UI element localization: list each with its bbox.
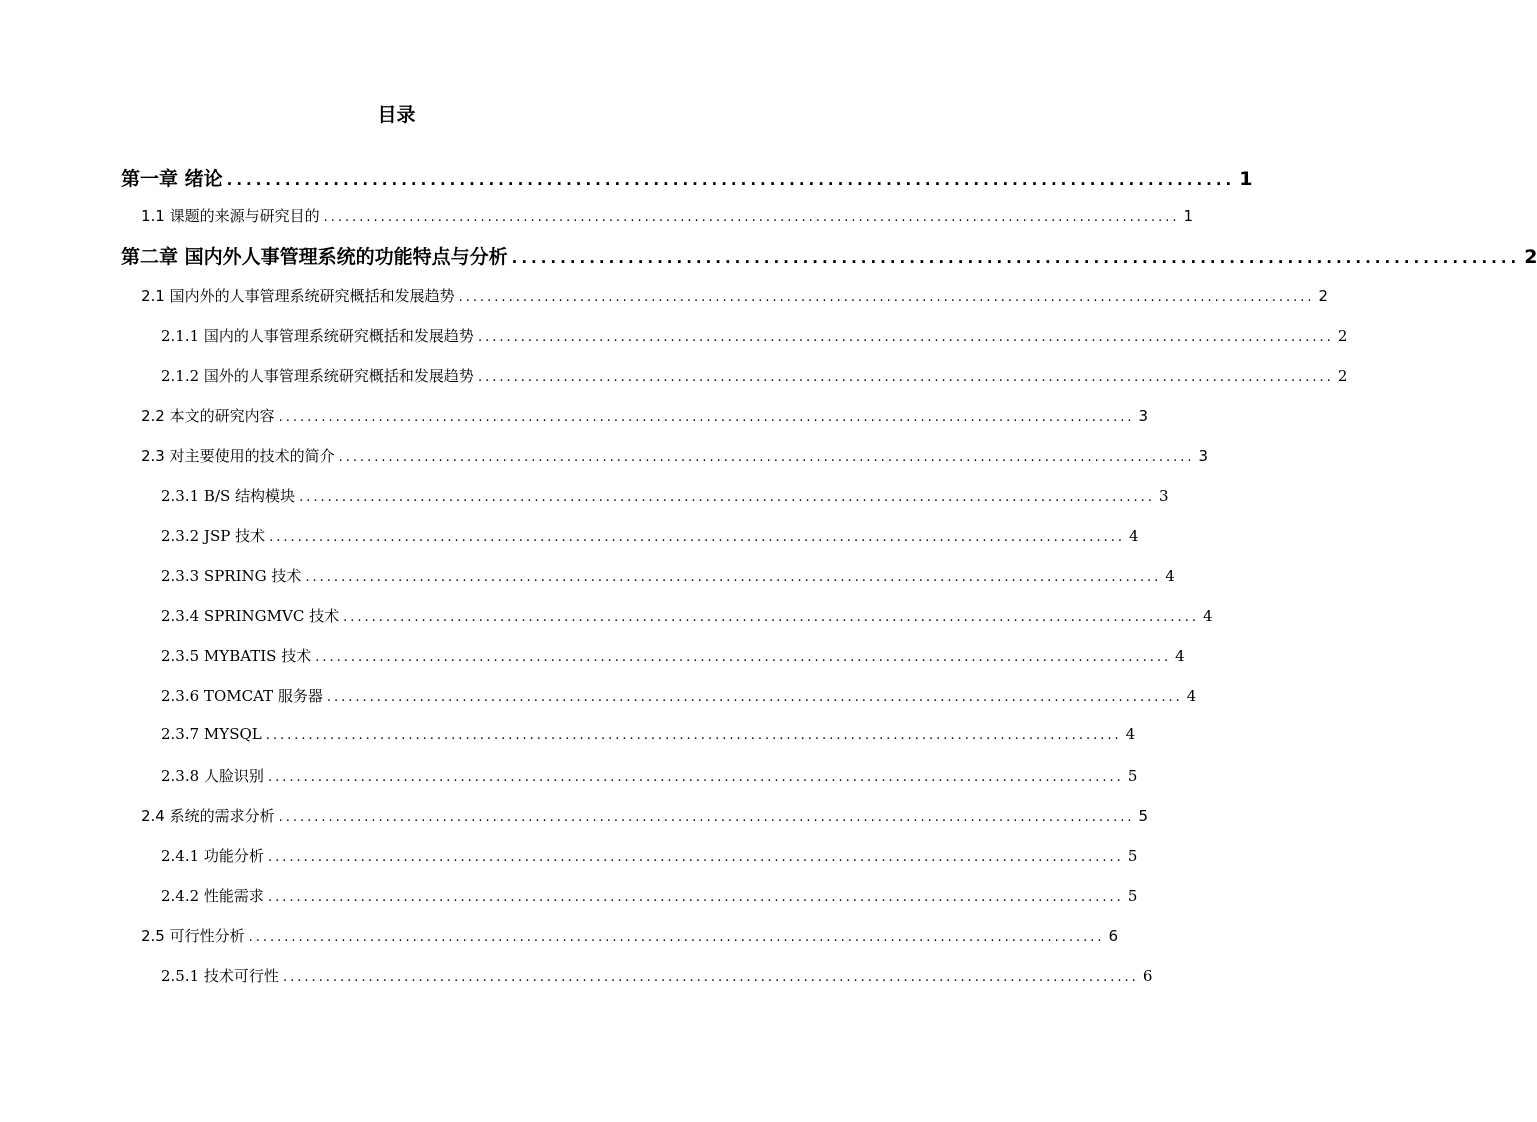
toc-page-number: 3 (1138, 407, 1149, 425)
toc-page-number: 5 (1127, 887, 1138, 905)
toc-entry-2-5[interactable] (141, 925, 1119, 949)
toc-entry-2-5-1[interactable] (161, 965, 1153, 989)
dot-leader: ........................................................................................................................ (315, 650, 1172, 665)
toc-entry-label: 2.3.6 TOMCAT 服务器 (161, 687, 323, 705)
toc-page-number: 4 (1175, 647, 1185, 665)
dot-leader: ........................................................................................................................ (282, 970, 1139, 985)
toc-entry-2-3-6[interactable] (161, 685, 1197, 709)
toc-entry-label: 2.4.2 性能需求 (161, 887, 264, 905)
toc-page-number: 1 (1183, 207, 1194, 225)
toc-page-number: 6 (1142, 967, 1153, 985)
toc-page-number: 2 (1337, 367, 1348, 385)
toc-entry-label: 2.1 国内外的人事管理系统研究概括和发展趋势 (141, 287, 455, 305)
toc-page-number: 2 (1318, 287, 1329, 305)
dot-leader: ........................................................................................................................ (267, 890, 1124, 905)
dot-leader: ........................................................................................................................ (267, 850, 1124, 865)
toc-title: 目录 (377, 104, 416, 126)
dot-leader: ........................................................................................................................ (305, 570, 1162, 585)
toc-entry-2-4[interactable] (141, 805, 1149, 829)
dot-leader: ........................................................................................................................ (299, 490, 1155, 505)
toc-entry-2-3-2[interactable] (161, 525, 1139, 549)
toc-page-number: 4 (1165, 567, 1175, 585)
toc-entry-2-2[interactable] (141, 405, 1149, 429)
toc-entry-2-3-8[interactable] (161, 765, 1138, 789)
dot-leader: ........................................................................................................................ (265, 728, 1122, 743)
toc-entry-label: 2.4 系统的需求分析 (141, 807, 275, 825)
toc-page-number: 4 (1202, 607, 1213, 625)
toc-entry-chapter-1[interactable] (121, 164, 1253, 192)
toc-entry-2-1[interactable] (141, 285, 1329, 309)
dot-leader: ........................................................................................................................ (323, 210, 1180, 225)
dot-leader: ........................................................................................................................ (269, 530, 1125, 545)
dot-leader: ........................................................................................................................ (248, 930, 1105, 945)
toc-entry-label: 2.1.1 国内的人事管理系统研究概括和发展趋势 (161, 327, 474, 345)
toc-entry-2-3[interactable] (141, 445, 1209, 469)
toc-entry-label: 2.3.3 SPRING 技术 (161, 567, 302, 585)
toc-entry-label: 2.4.1 功能分析 (161, 847, 264, 865)
toc-entry-2-1-2[interactable] (161, 365, 1348, 389)
toc-entry-label: 2.3.1 B/S 结构模块 (161, 487, 296, 505)
toc-page-number: 4 (1128, 527, 1139, 545)
toc-page-number: 4 (1186, 687, 1197, 705)
dot-leader: ........................................................................................................................ (458, 290, 1315, 305)
dot-leader: ........................................................................................................................ (278, 410, 1135, 425)
toc-entry-label: 2.3.8 人脸识别 (161, 767, 264, 785)
toc-entry-label: 2.3.7 MYSQL (161, 725, 262, 743)
toc-page-number: 5 (1127, 767, 1138, 785)
dot-leader: ........................................................................................................................ (326, 690, 1183, 705)
toc-entry-label: 2.3.2 JSP 技术 (161, 527, 266, 545)
toc-entry-2-4-1[interactable] (161, 845, 1138, 869)
toc-entry-label: 第一章 绪论 (121, 168, 223, 190)
toc-page-number: 2 (1524, 246, 1537, 268)
toc-entry-label: 第二章 国内外人事管理系统的功能特点与分析 (121, 246, 508, 268)
toc-entry-label: 2.3 对主要使用的技术的简介 (141, 447, 335, 465)
toc-page-number: 6 (1108, 927, 1119, 945)
toc-page-number: 5 (1138, 807, 1149, 825)
toc-page-number: 5 (1127, 847, 1138, 865)
toc-entry-label: 2.2 本文的研究内容 (141, 407, 275, 425)
toc-entry-chapter-2[interactable] (121, 242, 1537, 270)
dot-leader: ........................................................................................................ (226, 171, 1236, 189)
dot-leader: ........................................................................................................................ (477, 370, 1334, 385)
dot-leader: ........................................................................................................................ (267, 770, 1124, 785)
dot-leader: ........................................................................................................................ (343, 610, 1199, 625)
dot-leader: ........................................................................................................................ (477, 330, 1334, 345)
toc-page-number: 3 (1158, 487, 1169, 505)
toc-page-number: 4 (1125, 725, 1136, 743)
toc-page-number: 1 (1239, 168, 1253, 190)
toc-entry-1-1[interactable] (141, 205, 1194, 229)
toc-entry-label: 2.3.4 SPRINGMVC 技术 (161, 607, 340, 625)
toc-entry-2-1-1[interactable] (161, 325, 1348, 349)
dot-leader: ........................................................................................................ (511, 249, 1521, 267)
toc-page-number: 3 (1198, 447, 1209, 465)
dot-leader: ........................................................................................................................ (278, 810, 1135, 825)
toc-entry-2-3-5[interactable] (161, 645, 1185, 669)
toc-entry-2-3-3[interactable] (161, 565, 1175, 589)
toc-entry-label: 2.1.2 国外的人事管理系统研究概括和发展趋势 (161, 367, 474, 385)
toc-entry-label: 2.5 可行性分析 (141, 927, 245, 945)
toc-page-number: 2 (1337, 327, 1348, 345)
toc-entry-label: 1.1 课题的来源与研究目的 (141, 207, 320, 225)
toc-entry-2-3-4[interactable] (161, 605, 1213, 629)
toc-entry-label: 2.3.5 MYBATIS 技术 (161, 647, 312, 665)
toc-entry-label: 2.5.1 技术可行性 (161, 967, 279, 985)
toc-entry-2-3-7[interactable] (161, 725, 1136, 749)
toc-entry-2-3-1[interactable] (161, 485, 1169, 509)
dot-leader: ........................................................................................................................ (338, 450, 1195, 465)
toc-entry-2-4-2[interactable] (161, 885, 1138, 909)
